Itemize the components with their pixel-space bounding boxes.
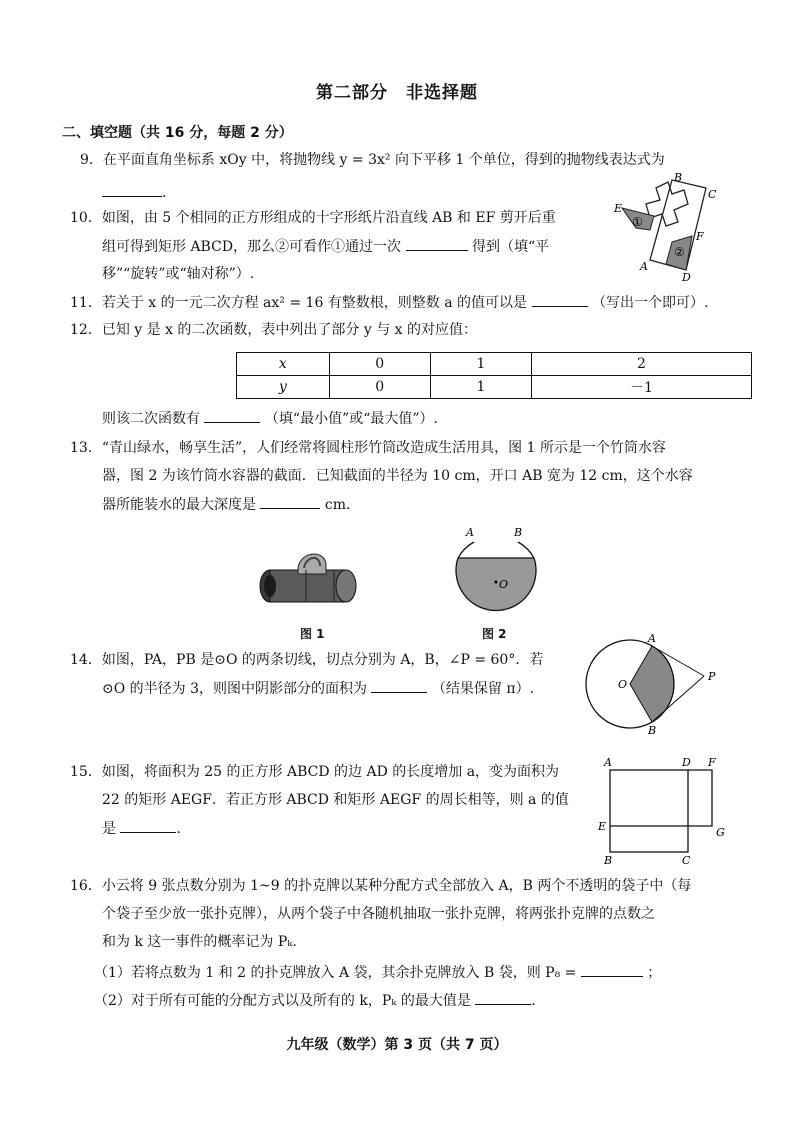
q12-value-table [236, 352, 752, 399]
q14-answer-blank[interactable] [371, 678, 427, 693]
table-cell: 2 [531, 353, 751, 376]
q10-label-piece1: ① [632, 215, 643, 229]
q13-label-B: B [514, 526, 523, 539]
q10-line3: 移”“旋转”或“轴对称”）. [102, 266, 255, 282]
q16-line1: 16．小云将 9 张点数分别为 1~9 的扑克牌以某种分配方式全部放入 A，B 两个不透明的袋子中（每 [70, 878, 692, 894]
table-cell: －1 [531, 376, 751, 399]
q10-label-E: E [614, 202, 623, 215]
q10-line1: 10．如图，由 5 个相同的正方形组成的十字形纸片沿直线 AB 和 EF 剪开后重 [70, 210, 556, 226]
q14-line2 [102, 678, 534, 699]
q10-label-piece2: ② [674, 245, 685, 259]
q15-label-G: G [716, 826, 725, 839]
q9-line1: 9．在平面直角坐标系 xOy 中，将抛物线 y = 3x² 向下平移 1 个单位，得到的抛物线表达式为 [80, 152, 665, 168]
q14-label-O: O [618, 678, 628, 691]
q10-label-B: B [674, 171, 683, 184]
q11-line [70, 292, 708, 313]
q12-answer-blank[interactable] [204, 408, 260, 423]
q16-line3: 和为 k 这一事件的概率记为 Pₖ. [102, 934, 297, 950]
table-cell: 0 [329, 353, 430, 376]
q15-answer-blank[interactable] [120, 818, 176, 833]
q13-line1: 13．“青山绿水，畅享生活”，人们经常将圆柱形竹筒改造成生活用具，图 1 所示是一个竹筒水容 [70, 440, 666, 456]
q15-label-B: B [604, 854, 613, 867]
q13-cross-section-figure [446, 524, 546, 624]
table-cell: y [237, 376, 330, 399]
q10-cross-figure [610, 170, 750, 282]
table-cell: 1 [430, 376, 531, 399]
table-cell: 0 [329, 376, 430, 399]
q12-line2b: （填“最小值”或“最大值”）. [264, 411, 438, 427]
q11-text-b: （写出一个即可）. [591, 295, 709, 311]
q9-line2-end: . [162, 185, 167, 201]
q16-sub2 [94, 990, 536, 1011]
q12-line1: 12．已知 y 是 x 的二次函数，表中列出了部分 y 与 x 的对应值： [70, 322, 478, 338]
q15-rectangle-figure [594, 756, 730, 868]
table-row [237, 353, 752, 376]
q13-line3 [102, 494, 350, 515]
q16-sub2a: （2）对于所有可能的分配方式以及所有的 k，Pₖ 的最大值是 [94, 993, 471, 1009]
q10-label-C: C [708, 188, 717, 201]
q16-sub1-answer-blank[interactable] [581, 962, 643, 977]
table-row [237, 376, 752, 399]
q16-sub2b: . [531, 993, 536, 1009]
table-cell: 1 [430, 353, 531, 376]
q15-line2: 22 的矩形 AEGF．若正方形 ABCD 和矩形 AEGF 的周长相等，则 a 的值 [102, 792, 569, 808]
q14-label-A: A [648, 632, 656, 645]
q13-line3a: 器所能装水的最大深度是 [102, 497, 256, 513]
section-heading: 二、填空题（共 16 分，每题 2 分） [62, 125, 293, 141]
q10-label-D: D [682, 271, 691, 282]
table-cell: x [237, 353, 330, 376]
q16-sub2-answer-blank[interactable] [475, 990, 531, 1005]
q12-line2 [102, 408, 438, 429]
q13-bamboo-container-figure [254, 534, 364, 616]
q15-label-F: F [708, 756, 716, 769]
q15-label-D: D [682, 756, 691, 769]
page-title: 第二部分 非选择题 [316, 83, 478, 103]
q15-label-A: A [604, 756, 612, 769]
q10-label-A: A [640, 260, 648, 273]
q10-line2 [102, 236, 549, 257]
q14-line2a: ⊙O 的半径为 3，则图中阴影部分的面积为 [102, 681, 368, 697]
q11-answer-blank[interactable] [532, 292, 588, 307]
page-footer: 九年级（数学）第 3 页（共 7 页） [286, 1037, 508, 1053]
q10-line2a: 组可得到矩形 ABCD，那么②可看作①通过一次 [102, 239, 402, 255]
q13-fig2-caption: 图 2 [482, 627, 507, 641]
q9-answer-blank[interactable] [102, 182, 162, 197]
q15-line1: 15．如图，将面积为 25 的正方形 ABCD 的边 AD 的长度增加 a，变为面积为 [70, 764, 560, 780]
q16-sub1a: （1）若将点数为 1 和 2 的扑克牌放入 A 袋，其余扑克牌放入 B 袋，则 P₈ = [94, 965, 577, 981]
q13-answer-blank[interactable] [260, 494, 320, 509]
q15-line3a: 是 [102, 821, 116, 837]
q14-line1: 14．如图，PA，PB 是⊙O 的两条切线，切点分别为 A，B，∠P = 60°．若 [70, 652, 544, 668]
q14-label-B: B [648, 724, 657, 736]
q11-text-a: 11．若关于 x 的一元二次方程 ax² = 16 有整数根，则整数 a 的值可以是 [70, 295, 528, 311]
q13-label-O: O [499, 578, 509, 591]
q15-label-C: C [682, 854, 691, 867]
q10-label-F: F [696, 230, 704, 243]
q13-line3b: cm. [324, 497, 351, 513]
q13-fig1-caption: 图 1 [300, 627, 325, 641]
q16-sub1 [94, 962, 661, 983]
q9-line2 [102, 182, 166, 203]
q13-line2: 器，图 2 为该竹筒水容器的截面．已知截面的半径为 10 cm，开口 AB 宽为 12 cm，这个水容 [102, 468, 693, 484]
q10-line2b: 得到（填“平 [471, 239, 550, 255]
q15-label-E: E [598, 820, 607, 833]
q12-line2a: 则该二次函数有 [102, 411, 200, 427]
q14-label-P: P [708, 670, 716, 683]
q14-tangent-figure [584, 632, 734, 736]
q16-line2: 个袋子至少放一张扑克牌），从两个袋子中各随机抽取一张扑克牌，将两张扑克牌的点数之 [102, 906, 655, 922]
q14-line2b: （结果保留 π）. [431, 681, 535, 697]
q10-answer-blank[interactable] [406, 236, 468, 251]
q16-sub1b: ； [647, 965, 662, 981]
q15-line3b: . [176, 821, 181, 837]
q13-label-A: A [466, 526, 474, 539]
q15-line3 [102, 818, 181, 839]
